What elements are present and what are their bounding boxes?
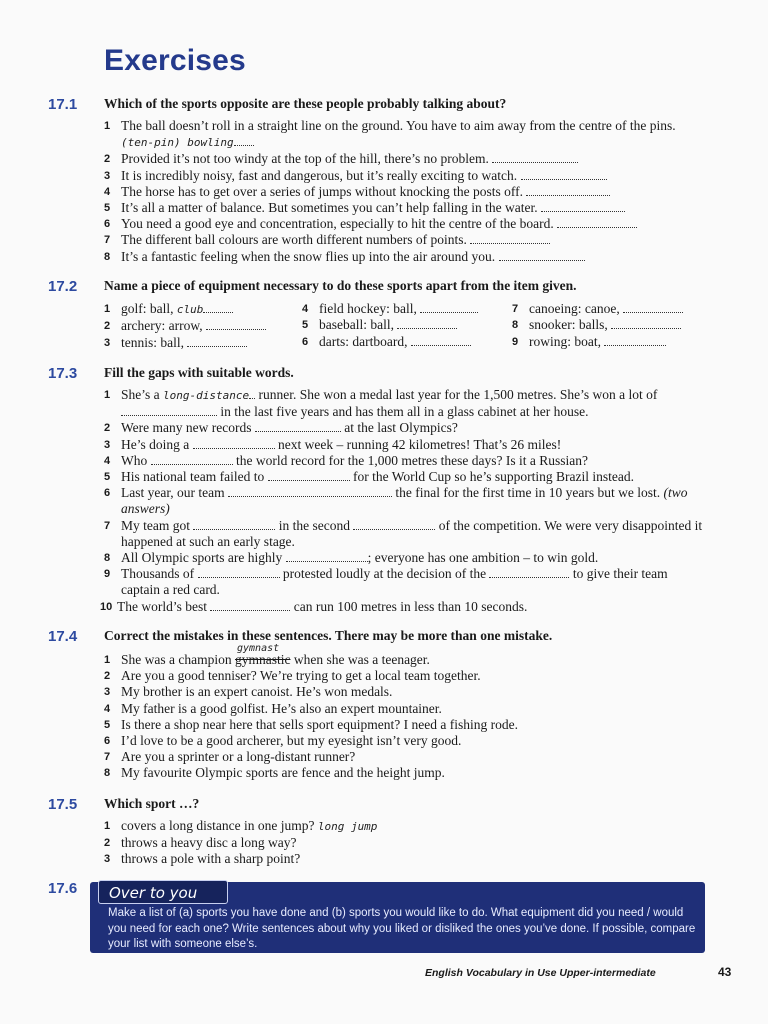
list-item: 2 Provided it’s not too windy at the top of the hill, there’s no problem.	[104, 151, 704, 167]
list-item: 3 My brother is an expert canoist. He’s won medals.	[104, 684, 393, 700]
exercise-number: 17.3	[48, 365, 78, 382]
list-item: 5 His national team failed to for the World Cup so he’s supporting Brazil instead.	[104, 469, 634, 485]
list-item: 7 Are you a sprinter or a long-distant runner?	[104, 749, 356, 765]
list-item: 7 The different ball colours are worth different numbers of points.	[104, 232, 704, 248]
list-item: 3 It is incredibly noisy, fast and dangerous, but it’s really exciting to watch.	[104, 168, 704, 184]
list-item: 9 rowing: boat,	[512, 334, 683, 350]
list-item: 3 tennis: ball,	[104, 335, 266, 351]
list-item: 2 Were many new records at the last Olympics?	[104, 420, 458, 436]
list-item: 10 The world’s best can run 100 metres in less than 10 seconds.	[100, 598, 528, 614]
list-item: 5 It’s all a matter of balance. But sometimes you can’t help falling in the water.	[104, 200, 704, 216]
list-item: 8 It’s a fantastic feeling when the snow flies up into the air around you.	[104, 249, 704, 265]
exercise-number: 17.2	[48, 278, 78, 295]
list-item: 6 darts: dartboard,	[302, 334, 478, 350]
list-item: 3 He’s doing a next week – running 42 kilometres! That’s 26 miles!	[104, 436, 562, 452]
handwritten-answer: (ten-pin) bowling	[121, 136, 234, 150]
list-item: 6 I’d love to be a good archerer, but my eyesight isn’t very good.	[104, 733, 462, 749]
exercise-number: 17.4	[48, 628, 78, 645]
list-item: 8 My favourite Olympic sports are fence and the height jump.	[104, 765, 445, 781]
list-item: 8 All Olympic sports are highly ; everyone has one ambition – to win gold.	[104, 550, 599, 566]
list-item: 4 Who the world record for the 1,000 metres these days? Is it a Russian?	[104, 452, 589, 468]
list-item: 7 My team got in the second of the competition. We were very disappointed it happened at such an early stage.	[104, 517, 703, 549]
list-item: 1 golf: ball, club	[104, 301, 266, 318]
book-title: English Vocabulary in Use Upper-intermediate	[425, 967, 656, 979]
list-item: 1 She’s a long-distance runner. She won a medal last year for the 1,500 metres. She’s won a lot of in the last five years and has them all in a glass cabinet at her house.	[104, 387, 658, 420]
list-item: 1 She was a champion gymnast gymnastic when she was a teenager.	[104, 643, 430, 667]
list-item: 5 Is there a shop near here that sells sport equipment? I need a fishing rode.	[104, 716, 518, 732]
list-item: 3 throws a pole with a sharp point?	[104, 851, 301, 867]
list-item: 4 My father is a good golfist. He’s also an expert mountainer.	[104, 700, 442, 716]
list-item: 2 throws a heavy disc a long way?	[104, 835, 297, 851]
handwritten-correction: gymnast	[236, 643, 280, 654]
list-item: 1 covers a long distance in one jump? long jump	[104, 818, 378, 833]
list-item: 6 You need a good eye and concentration, especially to hit the centre of the board.	[104, 216, 704, 232]
list-item: 2 Are you a good tenniser? We’re trying to get a local team together.	[104, 668, 481, 684]
exercise-number: 17.1	[48, 96, 78, 113]
list-item: 7 canoeing: canoe,	[512, 301, 683, 317]
handwritten-answer: long-distance	[163, 389, 250, 402]
exercise-number: 17.6	[48, 880, 78, 897]
list-item: 8 snooker: balls,	[512, 317, 683, 333]
handwritten-answer: long jump	[317, 820, 378, 833]
list-item: 9 Thousands of protested loudly at the decision of the to give their team captain a red card.	[104, 566, 668, 598]
exercise-instruction: Fill the gaps with suitable words.	[104, 365, 294, 380]
list-item: 4 field hockey: ball,	[302, 301, 478, 317]
over-to-you-text: Make a list of (a) sports you have done and (b) sports you would like to do. What equipment did you need / would you need for each one? Write sentences about why you liked or disliked the ones you’ve done. If possible, compare your list with someone else’s.	[108, 907, 696, 951]
exercise-instruction: Which of the sports opposite are these people probably talking about?	[104, 96, 507, 111]
exercise-instruction: Name a piece of equipment necessary to do these sports apart from the item given.	[104, 278, 577, 293]
handwritten-answer: club	[176, 303, 204, 316]
list-item: 2 archery: arrow,	[104, 318, 266, 334]
list-item: 6 Last year, our team the final for the first time in 10 years but we lost. (two answers)	[104, 485, 688, 517]
list-item: 4 The horse has to get over a series of jumps without knocking the posts off.	[104, 184, 704, 200]
list-item: 1 The ball doesn’t roll in a straight line on the ground. You have to aim away from the centre of the pins. (ten-pin) bowling	[104, 118, 676, 150]
over-to-you-title: Over to you	[98, 880, 228, 904]
page-number: 43	[718, 965, 732, 979]
note: (two answers)	[121, 485, 688, 517]
list-item: 5 baseball: ball,	[302, 317, 478, 333]
page-title: Exercises	[104, 44, 246, 77]
exercise-instruction: Correct the mistakes in these sentences. There may be more than one mistake.	[104, 628, 553, 643]
exercise-instruction: Which sport …?	[104, 796, 200, 811]
crossed-out-word: gymnastic	[234, 652, 291, 667]
exercise-number: 17.5	[48, 796, 78, 813]
